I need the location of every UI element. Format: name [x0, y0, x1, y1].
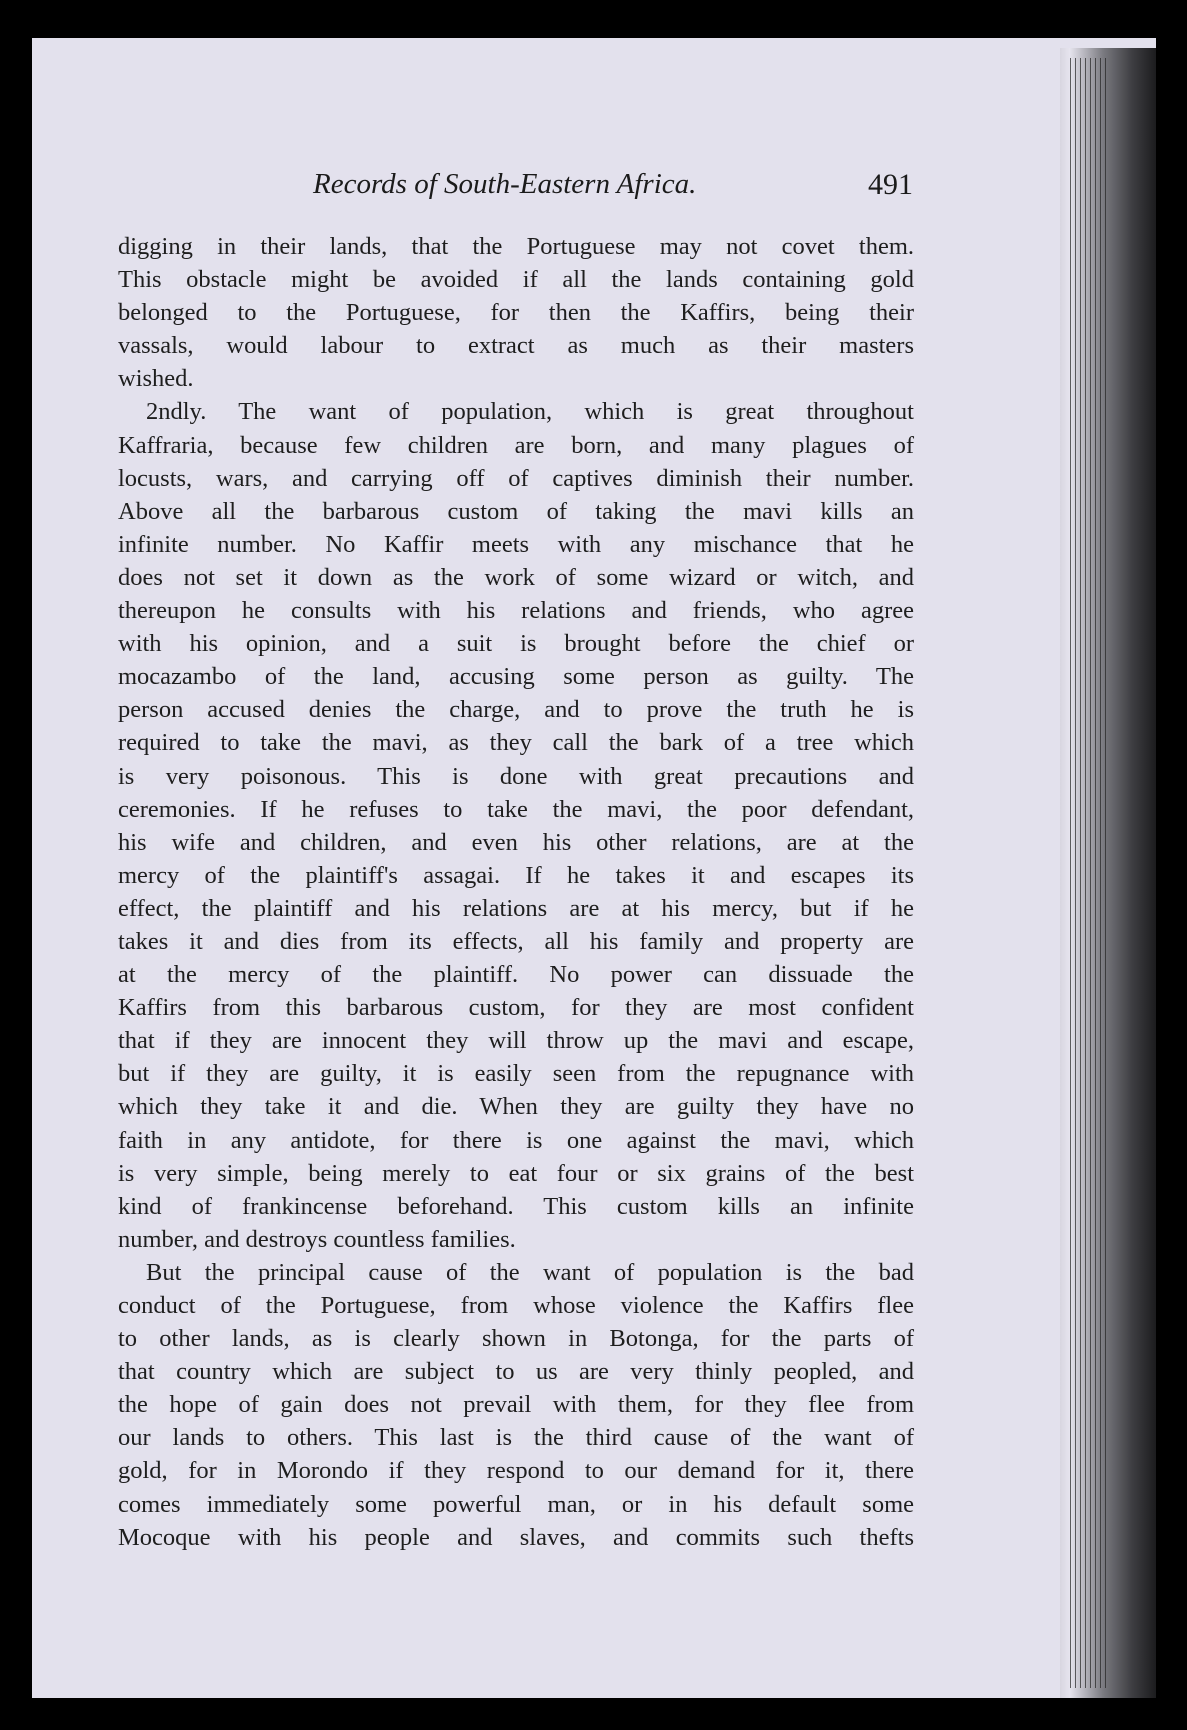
text-line: This obstacle might be avoided if all the lands containing gold: [118, 266, 914, 294]
text-line: our lands to others. This last is the third cause of the want of: [118, 1424, 914, 1452]
text-line: takes it and dies from its effects, all his family and property are: [118, 927, 914, 955]
text-line: faith in any antidote, for there is one against the mavi, which: [118, 1126, 914, 1154]
text-line: But the principal cause of the want of population is the bad: [146, 1258, 914, 1286]
text-line: is very poisonous. This is done with great precautions and: [118, 762, 914, 790]
text-line: is very simple, being merely to eat four or six grains of the best: [118, 1159, 914, 1187]
text-line: required to take the mavi, as they call the bark of a tree which: [118, 729, 914, 757]
text-line: which they take it and die. When they are guilty they have no: [118, 1093, 914, 1121]
text-line: Above all the barbarous custom of taking the mavi kills an: [118, 497, 914, 525]
page-number: 491: [868, 168, 913, 201]
text-line: effect, the plaintiff and his relations are at his mercy, but if he: [118, 894, 914, 922]
text-line: Kaffirs from this barbarous custom, for they are most confident: [118, 994, 914, 1022]
text-line: does not set it down as the work of some wizard or witch, and: [118, 563, 914, 591]
text-line: locusts, wars, and carrying off of captives diminish their number.: [118, 464, 914, 492]
text-line: digging in their lands, that the Portuguese may not covet them.: [118, 233, 914, 260]
text-line: mocazambo of the land, accusing some person as guilty. The: [118, 663, 914, 691]
text-line: vassals, would labour to extract as much as their masters: [118, 332, 914, 360]
text-line: to other lands, as is clearly shown in Botonga, for the parts of: [118, 1325, 914, 1353]
text-line: at the mercy of the plaintiff. No power can dissuade the: [118, 961, 914, 989]
text-line: wished.: [118, 365, 194, 393]
text-line: thereupon he consults with his relations and friends, who agree: [118, 597, 914, 625]
text-line: the hope of gain does not prevail with them, for they flee from: [118, 1391, 914, 1419]
text-line: 2ndly. The want of population, which is great throughout: [146, 398, 914, 426]
text-line: conduct of the Portuguese, from whose violence the Kaffirs flee: [118, 1292, 914, 1319]
text-line: Mocoque with his people and slaves, and commits such thefts: [118, 1523, 914, 1551]
text-line: with his opinion, and a suit is brought before the chief or: [118, 630, 914, 658]
text-line: that country which are subject to us are very thinly peopled, and: [118, 1358, 914, 1386]
text-line: belonged to the Portuguese, for then the Kaffirs, being their: [118, 299, 914, 327]
text-line: his wife and children, and even his other relations, are at the: [118, 828, 914, 856]
running-title: Records of South-Eastern Africa.: [313, 168, 697, 200]
text-line: mercy of the plaintiff's assagai. If he takes it and escapes its: [118, 861, 914, 889]
page-header: [118, 168, 918, 208]
text-line: ceremonies. If he refuses to take the mavi, the poor defendant,: [118, 795, 914, 823]
body-text: [118, 230, 914, 1554]
text-line: but if they are guilty, it is easily seen from the repugnance with: [118, 1060, 914, 1088]
page-edge-lines: [1070, 58, 1110, 1688]
text-line: infinite number. No Kaffir meets with any mischance that he: [118, 530, 914, 558]
text-line: gold, for in Morondo if they respond to our demand for it, there: [118, 1457, 914, 1485]
text-line: number, and destroys countless families.: [118, 1225, 516, 1253]
text-line: that if they are innocent they will throw up the mavi and escape,: [118, 1027, 914, 1055]
text-line: Kaffraria, because few children are born, and many plagues of: [118, 431, 914, 459]
text-line: comes immediately some powerful man, or in his default some: [118, 1490, 914, 1518]
text-line: person accused denies the charge, and to prove the truth he is: [118, 696, 914, 724]
text-line: kind of frankincense beforehand. This custom kills an infinite: [118, 1192, 914, 1220]
